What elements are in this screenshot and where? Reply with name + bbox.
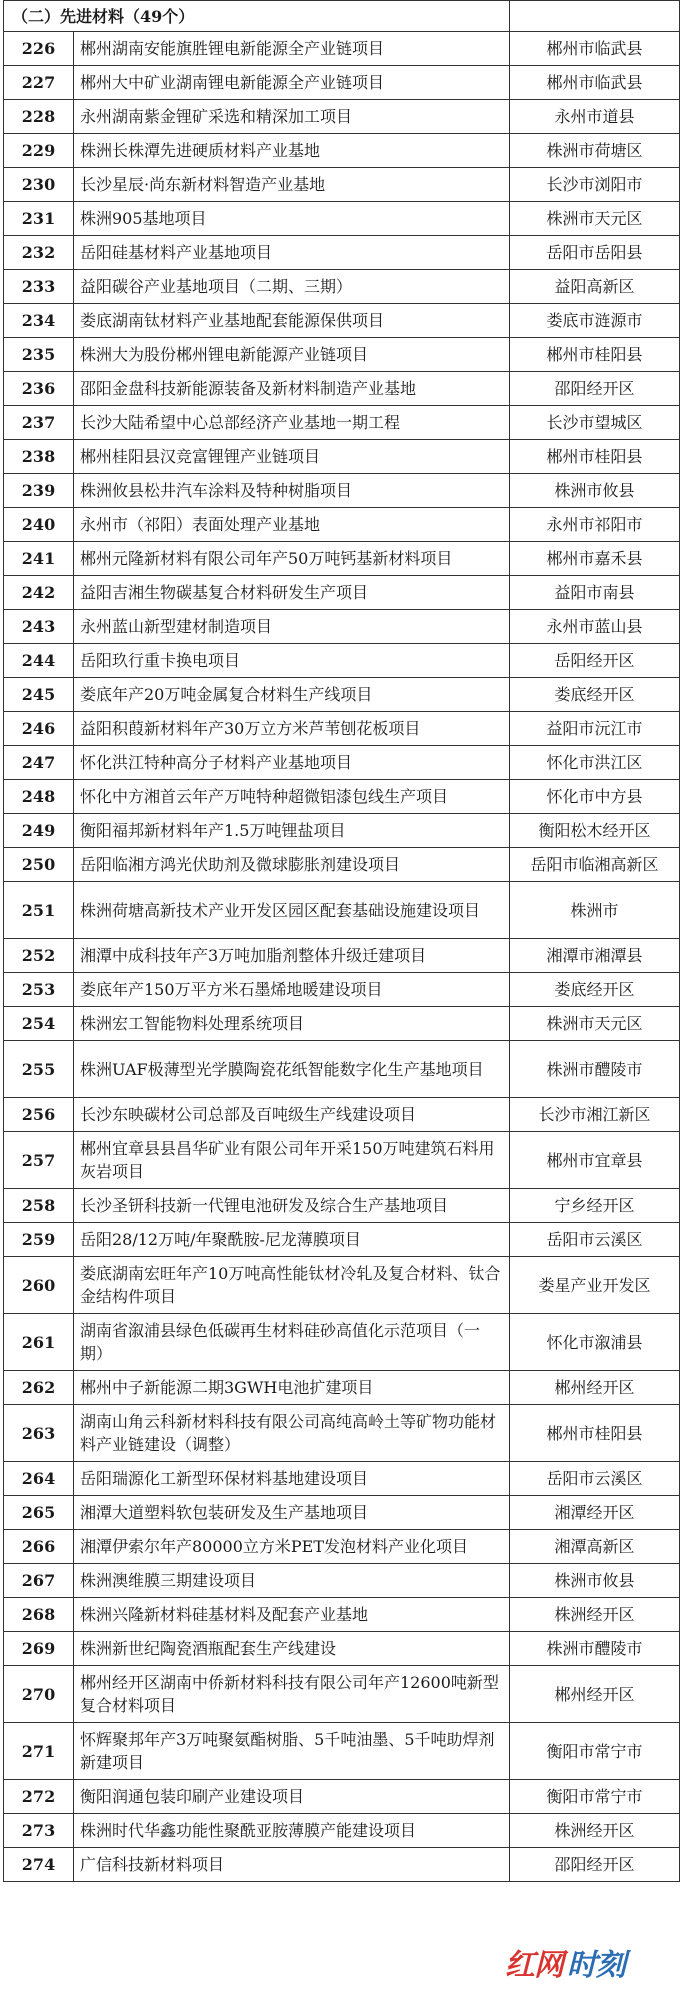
project-location: 娄底经开区 [510,973,680,1007]
project-location: 长沙市湘江新区 [510,1098,680,1132]
table-row [4,1564,680,1598]
table-row [4,1405,680,1462]
project-name: 株洲时代华鑫功能性聚酰亚胺薄膜产能建设项目 [74,1814,510,1848]
project-name: 邵阳金盘科技新能源装备及新材料制造产业基地 [74,372,510,406]
project-location: 株洲市荷塘区 [510,134,680,168]
table-row [4,814,680,848]
row-number: 251 [4,882,74,939]
project-name: 长沙大陆希望中心总部经济产业基地一期工程 [74,406,510,440]
project-location: 益阳市南县 [510,576,680,610]
project-location: 郴州经开区 [510,1666,680,1723]
project-name: 娄底年产150万平方米石墨烯地暖建设项目 [74,973,510,1007]
project-name: 株洲新世纪陶瓷酒瓶配套生产线建设 [74,1632,510,1666]
project-table-body [4,1,680,1882]
project-location: 益阳市沅江市 [510,712,680,746]
project-name: 怀化洪江特种高分子材料产业基地项目 [74,746,510,780]
row-number: 271 [4,1723,74,1780]
row-number: 272 [4,1780,74,1814]
project-name: 郴州宜章县县昌华矿业有限公司年开采150万吨建筑石料用灰岩项目 [74,1132,510,1189]
table-row [4,168,680,202]
project-name: 湘潭中成科技年产3万吨加脂剂整体升级迁建项目 [74,939,510,973]
table-row [4,1132,680,1189]
row-number: 267 [4,1564,74,1598]
row-number: 252 [4,939,74,973]
row-number: 256 [4,1098,74,1132]
project-name: 长沙星辰·尚东新材料智造产业基地 [74,168,510,202]
project-name: 益阳积葭新材料年产30万立方米芦苇刨花板项目 [74,712,510,746]
project-location: 娄底市涟源市 [510,304,680,338]
project-location: 益阳高新区 [510,270,680,304]
table-row [4,746,680,780]
project-location: 湘潭市湘潭县 [510,939,680,973]
project-location: 郴州市桂阳县 [510,1405,680,1462]
project-name: 湘潭伊索尔年产80000立方米PET发泡材料产业化项目 [74,1530,510,1564]
project-location: 永州市道县 [510,100,680,134]
row-number: 258 [4,1189,74,1223]
project-name: 株洲长株潭先进硬质材料产业基地 [74,134,510,168]
project-name: 长沙东映碳材公司总部及百吨级生产线建设项目 [74,1098,510,1132]
project-location: 株洲市醴陵市 [510,1632,680,1666]
table-row [4,134,680,168]
table-row [4,1666,680,1723]
table-row [4,338,680,372]
table-row [4,1223,680,1257]
table-row [4,542,680,576]
project-location: 邵阳经开区 [510,372,680,406]
project-name: 怀辉聚邦年产3万吨聚氨酯树脂、5千吨油墨、5千吨助焊剂新建项目 [74,1723,510,1780]
table-row [4,1848,680,1882]
table-row [4,973,680,1007]
row-number: 228 [4,100,74,134]
table-row [4,939,680,973]
table-row [4,1530,680,1564]
project-name: 娄底湖南宏旺年产10万吨高性能钛材冷轧及复合材料、钛合金结构件项目 [74,1257,510,1314]
table-row [4,576,680,610]
project-name: 长沙圣钘科技新一代锂电池研发及综合生产基地项目 [74,1189,510,1223]
project-location: 岳阳市云溪区 [510,1462,680,1496]
project-location: 株洲市天元区 [510,202,680,236]
project-location: 株洲市攸县 [510,474,680,508]
watermark-logo [505,1941,677,1983]
table-row [4,406,680,440]
project-location: 长沙市浏阳市 [510,168,680,202]
row-number: 274 [4,1848,74,1882]
row-number: 261 [4,1314,74,1371]
row-number: 250 [4,848,74,882]
row-number: 257 [4,1132,74,1189]
project-location: 株洲经开区 [510,1814,680,1848]
table-row [4,1780,680,1814]
table-row [4,32,680,66]
project-name: 株洲大为股份郴州锂电新能源产业链项目 [74,338,510,372]
project-name: 益阳碳谷产业基地项目（二期、三期） [74,270,510,304]
row-number: 246 [4,712,74,746]
project-location: 宁乡经开区 [510,1189,680,1223]
row-number: 247 [4,746,74,780]
project-name: 岳阳硅基材料产业基地项目 [74,236,510,270]
row-number: 244 [4,644,74,678]
row-number: 232 [4,236,74,270]
table-row [4,610,680,644]
table-row [4,1371,680,1405]
section-title: （二）先进材料（49个） [4,1,510,32]
project-location: 娄底经开区 [510,678,680,712]
row-number: 248 [4,780,74,814]
table-row [4,1462,680,1496]
table-row [4,1007,680,1041]
row-number: 229 [4,134,74,168]
table-row [4,1598,680,1632]
project-name: 湘潭大道塑料软包装研发及生产基地项目 [74,1496,510,1530]
table-row [4,508,680,542]
project-location: 郴州市临武县 [510,66,680,100]
project-name: 郴州桂阳县汉竞富锂锂产业链项目 [74,440,510,474]
row-number: 239 [4,474,74,508]
table-row [4,236,680,270]
table-row [4,780,680,814]
section-header-blank [510,1,680,32]
project-location: 郴州市宜章县 [510,1132,680,1189]
project-location: 永州市祁阳市 [510,508,680,542]
project-location: 衡阳市常宁市 [510,1723,680,1780]
project-name: 株洲宏工智能物料处理系统项目 [74,1007,510,1041]
project-location: 怀化市洪江区 [510,746,680,780]
project-location: 岳阳经开区 [510,644,680,678]
row-number: 249 [4,814,74,848]
project-name: 湖南省溆浦县绿色低碳再生材料硅砂高值化示范项目（一期） [74,1314,510,1371]
watermark-part1: 红网 [505,1948,563,1983]
project-location: 郴州经开区 [510,1371,680,1405]
table-row [4,372,680,406]
row-number: 264 [4,1462,74,1496]
project-location: 湘潭经开区 [510,1496,680,1530]
project-location: 郴州市临武县 [510,32,680,66]
project-name: 株洲905基地项目 [74,202,510,236]
table-row [4,304,680,338]
project-name: 益阳吉湘生物碳基复合材料研发生产项目 [74,576,510,610]
project-name: 郴州湖南安能旗胜锂电新能源全产业链项目 [74,32,510,66]
row-number: 260 [4,1257,74,1314]
project-location: 株洲市天元区 [510,1007,680,1041]
project-name: 永州湖南紫金锂矿采选和精深加工项目 [74,100,510,134]
row-number: 270 [4,1666,74,1723]
project-name: 岳阳28/12万吨/年聚酰胺-尼龙薄膜项目 [74,1223,510,1257]
table-row [4,848,680,882]
table-row [4,1723,680,1780]
project-location: 岳阳市岳阳县 [510,236,680,270]
row-number: 269 [4,1632,74,1666]
row-number: 266 [4,1530,74,1564]
project-location: 湘潭高新区 [510,1530,680,1564]
project-name: 湖南山角云科新材料科技有限公司高纯高岭土等矿物功能材料产业链建设（调整） [74,1405,510,1462]
row-number: 236 [4,372,74,406]
row-number: 268 [4,1598,74,1632]
project-name: 岳阳临湘方鸿光伏助剂及微球膨胀剂建设项目 [74,848,510,882]
section-header-row [4,1,680,32]
row-number: 226 [4,32,74,66]
project-name: 永州蓝山新型建材制造项目 [74,610,510,644]
project-name: 娄底年产20万吨金属复合材料生产线项目 [74,678,510,712]
project-name: 郴州中子新能源二期3GWH电池扩建项目 [74,1371,510,1405]
project-location: 株洲市攸县 [510,1564,680,1598]
table-row [4,1496,680,1530]
table-row [4,66,680,100]
project-name: 衡阳福邦新材料年产1.5万吨锂盐项目 [74,814,510,848]
project-name: 岳阳瑞源化工新型环保材料基地建设项目 [74,1462,510,1496]
table-row [4,1189,680,1223]
project-name: 广信科技新材料项目 [74,1848,510,1882]
table-row [4,474,680,508]
project-location: 株洲市醴陵市 [510,1041,680,1098]
row-number: 263 [4,1405,74,1462]
row-number: 243 [4,610,74,644]
project-name: 郴州大中矿业湖南锂电新能源全产业链项目 [74,66,510,100]
project-name: 怀化中方湘首云年产万吨特种超微铝漆包线生产项目 [74,780,510,814]
project-name: 株洲攸县松井汽车涂料及特种树脂项目 [74,474,510,508]
project-location: 衡阳市常宁市 [510,1780,680,1814]
table-row [4,270,680,304]
table-row [4,882,680,939]
row-number: 241 [4,542,74,576]
project-location: 衡阳松木经开区 [510,814,680,848]
row-number: 235 [4,338,74,372]
row-number: 233 [4,270,74,304]
project-name: 株洲澳维膜三期建设项目 [74,1564,510,1598]
project-name: 株洲兴隆新材料硅基材料及配套产业基地 [74,1598,510,1632]
project-location: 岳阳市临湘高新区 [510,848,680,882]
row-number: 230 [4,168,74,202]
project-location: 怀化市溆浦县 [510,1314,680,1371]
row-number: 254 [4,1007,74,1041]
project-location: 岳阳市云溪区 [510,1223,680,1257]
row-number: 262 [4,1371,74,1405]
project-name: 郴州经开区湖南中侨新材料科技有限公司年产12600吨新型复合材料项目 [74,1666,510,1723]
row-number: 253 [4,973,74,1007]
row-number: 240 [4,508,74,542]
project-location: 怀化市中方县 [510,780,680,814]
project-location: 郴州市嘉禾县 [510,542,680,576]
row-number: 273 [4,1814,74,1848]
project-name: 株洲荷塘高新技术产业开发区园区配套基础设施建设项目 [74,882,510,939]
project-location: 长沙市望城区 [510,406,680,440]
project-name: 岳阳玖行重卡换电项目 [74,644,510,678]
table-row [4,678,680,712]
table-row [4,202,680,236]
project-location: 永州市蓝山县 [510,610,680,644]
table-row [4,1314,680,1371]
project-location: 郴州市桂阳县 [510,338,680,372]
table-row [4,1814,680,1848]
row-number: 231 [4,202,74,236]
project-location: 娄星产业开发区 [510,1257,680,1314]
project-name: 衡阳润通包装印刷产业建设项目 [74,1780,510,1814]
project-location: 株洲经开区 [510,1598,680,1632]
row-number: 238 [4,440,74,474]
project-name: 永州市（祁阳）表面处理产业基地 [74,508,510,542]
row-number: 237 [4,406,74,440]
project-location: 邵阳经开区 [510,1848,680,1882]
project-name: 株洲UAF极薄型光学膜陶瓷花纸智能数字化生产基地项目 [74,1041,510,1098]
project-location: 株洲市 [510,882,680,939]
table-row [4,712,680,746]
watermark-part2: 时刻 [567,1948,625,1983]
table-row [4,1632,680,1666]
table-row [4,1041,680,1098]
row-number: 242 [4,576,74,610]
project-table [3,0,680,1882]
table-row [4,100,680,134]
project-name: 郴州元隆新材料有限公司年产50万吨钙基新材料项目 [74,542,510,576]
row-number: 255 [4,1041,74,1098]
table-row [4,644,680,678]
table-row [4,1257,680,1314]
row-number: 234 [4,304,74,338]
row-number: 265 [4,1496,74,1530]
table-row [4,440,680,474]
project-location: 郴州市桂阳县 [510,440,680,474]
row-number: 227 [4,66,74,100]
table-row [4,1098,680,1132]
row-number: 245 [4,678,74,712]
project-name: 娄底湖南钛材料产业基地配套能源保供项目 [74,304,510,338]
row-number: 259 [4,1223,74,1257]
